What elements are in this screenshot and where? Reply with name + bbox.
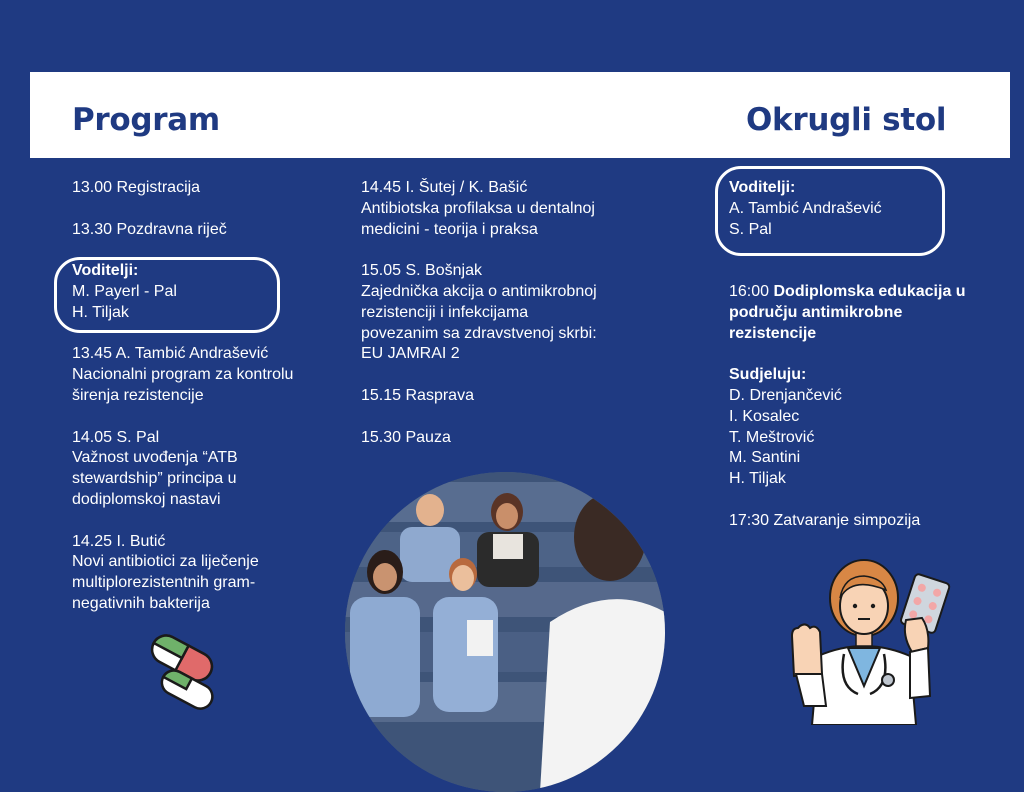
moderators-outline-2 — [715, 166, 945, 256]
session-title-line: rezistencije — [729, 324, 817, 342]
session-title-line — [729, 282, 999, 303]
moderator-name: H. Tiljak — [72, 303, 129, 321]
entry-closing — [729, 511, 999, 532]
entry-talk — [361, 178, 661, 240]
talk-time-speaker: 13.45 A. Tambić Andrašević — [72, 345, 269, 363]
entry-text: 13.00 Registracija — [72, 179, 201, 196]
entry-text: 15.15 Rasprava — [361, 386, 474, 404]
talk-time-speaker: 15.05 S. Bošnjak — [361, 262, 482, 280]
moderator-name: M. Payerl - Pal — [72, 282, 177, 300]
participants-label: Sudjeluju: — [729, 366, 807, 384]
talk-title-line: multiplorezistentnih gram- — [72, 574, 256, 592]
entry-talk — [72, 428, 342, 511]
talk-title-line: EU JAMRAI 2 — [361, 345, 460, 363]
entry-break — [361, 428, 661, 449]
session-title-line: području antimikrobne — [729, 303, 903, 321]
program-title: Program — [72, 102, 220, 138]
participant-name: H. Tiljak — [729, 470, 786, 488]
entry-talk — [72, 532, 342, 615]
entry-talk — [72, 344, 342, 406]
entry-discussion — [361, 386, 661, 407]
classroom-photo — [345, 472, 665, 792]
talk-title-line: širenja rezistencije — [72, 386, 204, 404]
program-column-1 — [72, 178, 342, 636]
session-time: 16:00 — [729, 282, 770, 300]
doctor-illustration — [782, 556, 952, 725]
moderators-outline-1 — [54, 257, 280, 333]
moderator-name: A. Tambić Andrašević — [729, 199, 882, 217]
entry-text: 13.30 Pozdravna riječ — [72, 220, 227, 238]
talk-title-line: Važnost uvođenja “ATB — [72, 449, 238, 467]
talk-title-line: Nacionalni program za kontrolu — [72, 366, 294, 384]
program-column-2 — [361, 178, 661, 469]
talk-title-line: negativnih bakterija — [72, 594, 210, 612]
talk-title-line: medicini - teorija i praksa — [361, 220, 538, 238]
talk-title-line: Novi antibiotici za liječenje — [72, 553, 259, 571]
entry-text: 15.30 Pauza — [361, 428, 451, 446]
talk-title-line: Zajednička akcija o antimikrobnoj — [361, 282, 597, 300]
participant-name: D. Drenjančević — [729, 386, 842, 404]
participant-name: M. Santini — [729, 449, 801, 467]
round-table-title: Okrugli stol — [746, 102, 947, 138]
talk-time-speaker: 14.45 I. Šutej / K. Bašić — [361, 179, 528, 196]
session-title: Dodiplomska edukacija u — [773, 282, 966, 300]
header-band — [30, 72, 1010, 158]
entry-text: 17:30 Zatvaranje simpozija — [729, 511, 921, 529]
participant-name: I. Kosalec — [729, 407, 800, 425]
moderator-name: S. Pal — [729, 220, 772, 238]
round-table-session — [729, 282, 999, 344]
talk-title-line: dodiplomskoj nastavi — [72, 490, 221, 508]
talk-title-line: stewardship” principa u — [72, 470, 237, 488]
talk-title-line: povezanim sa zdravstvenoj skrbi: — [361, 324, 597, 342]
entry-talk — [361, 261, 661, 365]
moderators-label: Voditelji: — [72, 262, 139, 280]
talk-title-line: rezistenciji i infekcijama — [361, 303, 529, 321]
capsule-pill-icon — [140, 628, 236, 714]
entry-registration — [72, 178, 342, 199]
talk-time-speaker: 14.05 S. Pal — [72, 428, 160, 446]
moderators-label: Voditelji: — [729, 179, 796, 196]
entry-welcome — [72, 220, 342, 241]
talk-time-speaker: 14.25 I. Butić — [72, 532, 166, 550]
participants-block — [729, 365, 999, 490]
participant-name: T. Meštrović — [729, 428, 815, 446]
talk-title-line: Antibiotska profilaksa u dentalnoj — [361, 199, 595, 217]
